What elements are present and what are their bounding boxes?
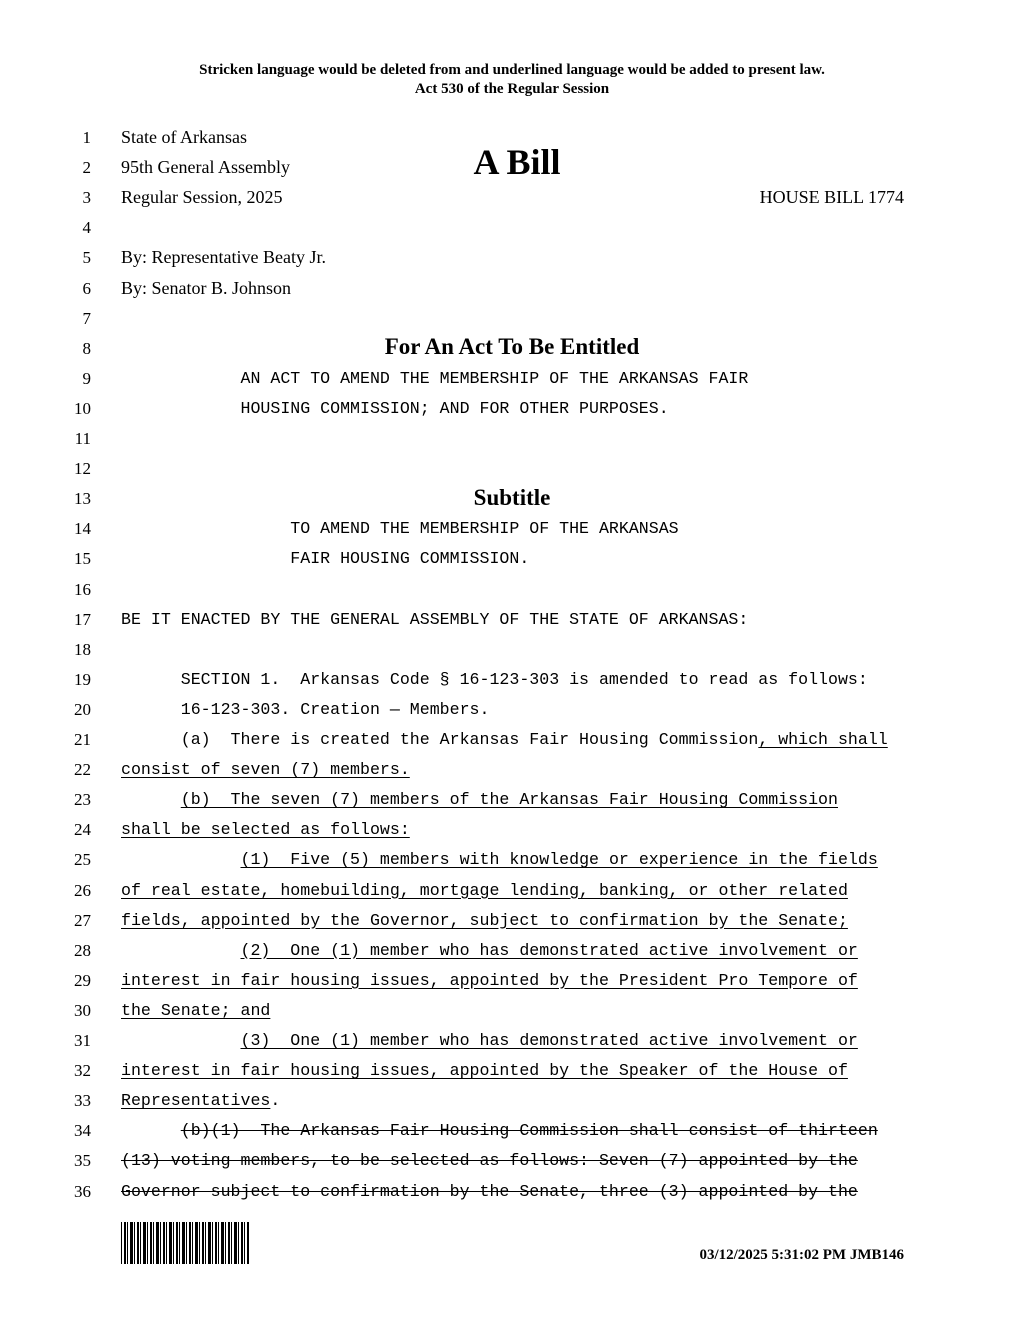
bill-line-21 bbox=[0, 731, 1024, 761]
line-number: 25 bbox=[74, 850, 91, 870]
bill-line-10 bbox=[0, 400, 1024, 430]
line-text bbox=[121, 881, 848, 901]
line-number: 36 bbox=[74, 1181, 91, 1201]
line-text bbox=[121, 399, 669, 419]
subtitle-heading: Subtitle bbox=[473, 485, 551, 510]
line-text bbox=[121, 1031, 858, 1051]
bill-number: HOUSE BILL 1774 bbox=[759, 187, 904, 208]
bill-line-19 bbox=[0, 671, 1024, 701]
inserted-text: the Senate; and bbox=[121, 1000, 271, 1020]
line-number: 9 bbox=[82, 368, 91, 388]
text-segment: Regular Session, 2025 bbox=[121, 187, 283, 208]
text-segment bbox=[121, 850, 241, 869]
inserted-text: of real estate, homebuilding, mortgage lending, banking, or other related bbox=[121, 880, 848, 900]
inserted-text: (b) The seven (7) members of the Arkansas Fair Housing Commission bbox=[180, 790, 838, 810]
bill-line-34 bbox=[0, 1122, 1024, 1152]
line-number: 8 bbox=[82, 338, 91, 358]
bill-line-29 bbox=[0, 972, 1024, 1002]
line-text bbox=[121, 1121, 878, 1141]
bill-line-15 bbox=[0, 550, 1024, 580]
text-segment: 16-123-303. Creation — Members. bbox=[121, 699, 490, 719]
stricken-text: (b)(1) The Arkansas Fair Housing Commission shall consist of thirteen bbox=[180, 1121, 878, 1141]
line-number: 27 bbox=[74, 910, 91, 930]
line-number: 16 bbox=[74, 579, 91, 599]
bill-line-4 bbox=[0, 219, 1024, 249]
footer-timestamp: 03/12/2025 5:31:02 PM JMB146 bbox=[699, 1247, 904, 1263]
line-number: 22 bbox=[74, 760, 91, 780]
line-text bbox=[121, 519, 679, 539]
line-number: 30 bbox=[74, 1000, 91, 1020]
bill-line-35 bbox=[0, 1152, 1024, 1182]
bill-line-28 bbox=[0, 942, 1024, 972]
line-text bbox=[121, 369, 748, 389]
text-segment: BE IT ENACTED BY THE GENERAL ASSEMBLY OF THE STATE OF ARKANSAS: bbox=[121, 609, 749, 629]
barcode-image bbox=[121, 1222, 249, 1264]
bill-line-2 bbox=[0, 159, 1024, 189]
line-number: 34 bbox=[74, 1121, 91, 1141]
line-text bbox=[121, 247, 326, 267]
text-segment: State of Arkansas bbox=[121, 127, 247, 147]
bill-line-3 bbox=[0, 189, 1024, 219]
line-number: 28 bbox=[74, 940, 91, 960]
act-heading: For An Act To Be Entitled bbox=[384, 334, 640, 359]
line-number: 15 bbox=[74, 549, 91, 569]
text-segment: TO AMEND THE MEMBERSHIP OF THE ARKANSAS bbox=[121, 519, 679, 539]
line-number: 3 bbox=[82, 188, 91, 208]
line-text bbox=[121, 670, 868, 690]
text-segment: HOUSING COMMISSION; AND FOR OTHER PURPOSES. bbox=[121, 398, 669, 418]
line-text bbox=[121, 730, 888, 750]
line-number: 7 bbox=[82, 308, 91, 328]
header-note-line-1: Stricken language would be deleted from and underlined language would be added to present law. bbox=[199, 62, 825, 78]
text-segment: FAIR HOUSING COMMISSION. bbox=[121, 549, 530, 569]
bill-line-22 bbox=[0, 761, 1024, 791]
bill-line-18 bbox=[0, 641, 1024, 671]
line-text bbox=[121, 610, 748, 630]
line-number: 23 bbox=[74, 790, 91, 810]
line-text bbox=[121, 820, 410, 840]
line-text bbox=[121, 549, 529, 569]
line-text bbox=[121, 1001, 270, 1021]
line-number: 17 bbox=[74, 609, 91, 629]
inserted-text: interest in fair housing issues, appointed by the Speaker of the House of bbox=[121, 1061, 848, 1081]
line-text bbox=[121, 971, 858, 991]
line-text bbox=[121, 187, 283, 207]
line-number: 2 bbox=[82, 158, 91, 178]
line-text bbox=[121, 700, 489, 720]
bill-line-31 bbox=[0, 1032, 1024, 1062]
line-number: 19 bbox=[74, 669, 91, 689]
bill-line-16 bbox=[0, 581, 1024, 611]
text-segment bbox=[121, 941, 241, 960]
inserted-text: , which shall bbox=[758, 730, 888, 749]
bill-line-26 bbox=[0, 882, 1024, 912]
bill-line-27 bbox=[0, 912, 1024, 942]
line-text bbox=[121, 911, 848, 931]
line-number: 26 bbox=[74, 880, 91, 900]
line-text bbox=[121, 1061, 848, 1081]
line-number: 33 bbox=[74, 1091, 91, 1111]
line-number: 24 bbox=[74, 820, 91, 840]
inserted-text: (2) One (1) member who has demonstrated active involvement or bbox=[240, 940, 858, 960]
stricken-text: Governor subject to confirmation by the Senate, three (3) appointed by the bbox=[121, 1181, 858, 1201]
text-segment: 95th General Assembly bbox=[121, 157, 290, 178]
header-note-line-2: Act 530 of the Regular Session bbox=[414, 81, 610, 97]
bill-line-30 bbox=[0, 1002, 1024, 1032]
text-segment: By: Senator B. Johnson bbox=[121, 277, 292, 298]
line-number: 11 bbox=[74, 429, 91, 448]
text-segment bbox=[121, 1031, 241, 1050]
bill-line-17 bbox=[0, 611, 1024, 641]
line-text bbox=[121, 850, 878, 870]
inserted-text: consist of seven (7) members. bbox=[121, 760, 410, 780]
inserted-text: Representatives bbox=[121, 1091, 271, 1111]
text-segment: AN ACT TO AMEND THE MEMBERSHIP OF THE ARKANSAS FAIR bbox=[121, 368, 749, 388]
line-text bbox=[121, 1151, 858, 1171]
line-text bbox=[121, 278, 291, 298]
bill-line-5 bbox=[0, 249, 1024, 279]
text-segment: By: Representative Beaty Jr. bbox=[121, 247, 326, 268]
line-text bbox=[121, 1182, 858, 1202]
text-segment: . bbox=[270, 1091, 281, 1111]
line-text bbox=[121, 157, 290, 177]
line-number: 29 bbox=[74, 970, 91, 990]
bill-line-36 bbox=[0, 1183, 1024, 1213]
line-number: 18 bbox=[74, 639, 91, 659]
bill-line-24 bbox=[0, 821, 1024, 851]
bill-line-6 bbox=[0, 277, 1024, 310]
line-number: 13 bbox=[74, 489, 91, 509]
bill-line-14 bbox=[0, 520, 1024, 550]
line-number: 4 bbox=[82, 218, 91, 238]
line-number: 14 bbox=[74, 519, 91, 539]
bill-line-33 bbox=[0, 1092, 1024, 1122]
line-text bbox=[121, 1091, 280, 1111]
inserted-text: interest in fair housing issues, appointed by the President Pro Tempore of bbox=[121, 970, 858, 990]
line-number: 21 bbox=[74, 730, 91, 749]
stricken-text: (13) voting members, to be selected as follows: Seven (7) appointed by the bbox=[121, 1151, 858, 1171]
text-segment bbox=[121, 790, 181, 809]
bill-line-11 bbox=[0, 430, 1024, 460]
line-text bbox=[121, 127, 247, 147]
bill-line-20 bbox=[0, 701, 1024, 731]
bill-title: A Bill bbox=[473, 142, 561, 182]
inserted-text: (1) Five (5) members with knowledge or experience in the fields bbox=[240, 850, 878, 870]
bill-line-9 bbox=[0, 370, 1024, 400]
text-segment: (a) There is created the Arkansas Fair Housing Commission bbox=[121, 730, 759, 749]
line-number: 10 bbox=[74, 398, 91, 418]
line-number: 31 bbox=[74, 1031, 91, 1050]
line-number: 12 bbox=[74, 459, 91, 479]
text-segment: SECTION 1. Arkansas Code § 16-123-303 is amended to read as follows: bbox=[121, 669, 868, 689]
inserted-text: fields, appointed by the Governor, subject to confirmation by the Senate; bbox=[121, 910, 848, 930]
line-number: 6 bbox=[82, 278, 91, 298]
line-text bbox=[121, 941, 858, 961]
bill-line-32 bbox=[0, 1062, 1024, 1092]
line-number: 20 bbox=[74, 699, 91, 719]
bill-line-23 bbox=[0, 791, 1024, 821]
line-number: 32 bbox=[74, 1061, 91, 1081]
line-number: 5 bbox=[82, 248, 91, 268]
bill-line-1 bbox=[0, 129, 1024, 159]
line-text bbox=[121, 790, 838, 810]
line-number: 35 bbox=[74, 1151, 91, 1171]
line-number: 1 bbox=[82, 128, 91, 147]
bill-line-25 bbox=[0, 851, 1024, 881]
inserted-text: (3) One (1) member who has demonstrated active involvement or bbox=[240, 1031, 858, 1050]
text-segment bbox=[121, 1121, 181, 1140]
line-text bbox=[121, 760, 410, 780]
inserted-text: shall be selected as follows: bbox=[121, 820, 410, 840]
